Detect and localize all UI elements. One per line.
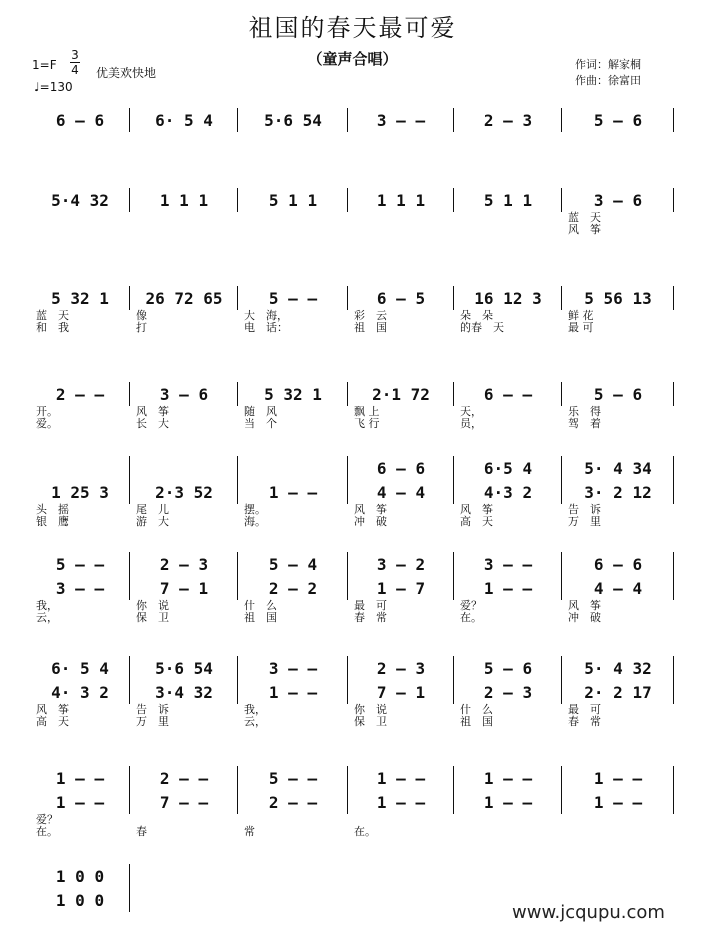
lyric-segment: 当 个 xyxy=(244,417,277,430)
measure: 1 1 1 xyxy=(376,190,426,210)
measure: 6 – 6 xyxy=(55,110,105,130)
bar-line xyxy=(673,108,674,132)
bar-line xyxy=(237,286,238,310)
bar-line xyxy=(561,552,562,576)
bar-line xyxy=(129,480,130,504)
lyric-segment: 飞 行 xyxy=(354,417,380,430)
bar-line xyxy=(561,656,562,680)
lyric-segment: 飘 上 xyxy=(354,405,380,418)
measure: 5 – 4 xyxy=(268,554,318,574)
measure: 2· 2 17 xyxy=(584,682,652,702)
lyric-segment: 告 诉 xyxy=(568,503,601,516)
bar-line xyxy=(347,656,348,680)
measure: 1 – – xyxy=(483,768,533,788)
lyric-line xyxy=(30,814,674,826)
lyric-segment: 打 xyxy=(136,321,147,334)
measure: 3 – – xyxy=(376,110,426,130)
song-title: 祖国的春天最可爱 xyxy=(248,14,457,42)
bar-line xyxy=(561,790,562,814)
bar-line xyxy=(561,382,562,406)
measure: 5 – – xyxy=(268,768,318,788)
staff-line xyxy=(30,790,674,814)
staff-line xyxy=(30,864,674,888)
lyric-segment: 鲜 花 xyxy=(568,309,594,322)
score-system xyxy=(30,382,674,430)
bar-line xyxy=(561,680,562,704)
lyric-segment: 祖 国 xyxy=(460,715,493,728)
measure: 2 – – xyxy=(268,792,318,812)
measure xyxy=(30,456,130,480)
bar-line xyxy=(673,552,674,576)
measure: 1 – – xyxy=(593,792,643,812)
site-watermark: www.jcqupu.com xyxy=(512,902,665,923)
bar-line xyxy=(129,286,130,310)
measure: 2 – 3 xyxy=(376,658,426,678)
measure xyxy=(130,456,238,480)
measure: 1 – – xyxy=(55,792,105,812)
bpm-marking xyxy=(34,80,73,94)
bar-line xyxy=(561,576,562,600)
lyric-segment: 大 海， xyxy=(244,309,288,322)
measure: 2·3 52 xyxy=(155,482,213,502)
lyric-segment: 冲 破 xyxy=(354,515,387,528)
measure: 1 – – xyxy=(268,482,318,502)
lyric-line xyxy=(30,322,674,334)
bar-line xyxy=(673,382,674,406)
lyric-segment: 蓝 天 xyxy=(568,211,601,224)
lyric-segment: 祖 国 xyxy=(244,611,277,624)
measure: 5 1 1 xyxy=(268,190,318,210)
measure: 2·1 72 xyxy=(372,384,430,404)
measure: 5· 4 34 xyxy=(584,458,652,478)
measure: 1 – – xyxy=(376,768,426,788)
bar-line xyxy=(673,766,674,790)
measure: 5·4 32 xyxy=(51,190,109,210)
score-system xyxy=(30,552,674,624)
measure: 5 32 1 xyxy=(264,384,322,404)
measure: 5 – 6 xyxy=(593,110,643,130)
bar-line xyxy=(129,790,130,814)
bar-line xyxy=(129,888,130,912)
composer-credit: 作曲：徐富田 xyxy=(575,74,641,87)
measure: 1 1 1 xyxy=(159,190,209,210)
score-system xyxy=(30,456,674,528)
bar-line xyxy=(561,766,562,790)
staff-line xyxy=(30,456,674,480)
measure: 5 – 6 xyxy=(593,384,643,404)
lyric-segment: 云， xyxy=(244,715,266,728)
measure: 16 12 3 xyxy=(474,288,542,308)
bar-line xyxy=(453,576,454,600)
measure: 1 – – xyxy=(376,792,426,812)
measure: 5 – – xyxy=(55,554,105,574)
bar-line xyxy=(453,108,454,132)
lyric-segment: 朵 朵 xyxy=(460,309,493,322)
lyric-segment: 电 话： xyxy=(244,321,288,334)
measure: 6·5 4 xyxy=(483,458,533,478)
lyric-segment: 像 xyxy=(136,309,147,322)
measure: 1 0 0 xyxy=(55,866,105,886)
bar-line xyxy=(453,790,454,814)
lyric-segment: 爱。 xyxy=(36,417,58,430)
measure: 1 0 0 xyxy=(55,890,105,910)
bar-line xyxy=(129,382,130,406)
measure: 6 – 5 xyxy=(376,288,426,308)
lyric-segment: 什 么 xyxy=(460,703,493,716)
bar-line xyxy=(347,108,348,132)
measure: 7 – 1 xyxy=(376,682,426,702)
staff-line xyxy=(30,680,674,704)
bar-line xyxy=(453,680,454,704)
measure: 3 – 6 xyxy=(159,384,209,404)
bar-line xyxy=(129,456,130,480)
lyric-segment: 万 里 xyxy=(568,515,601,528)
measure: 2 – 3 xyxy=(159,554,209,574)
lyric-segment: 告 诉 xyxy=(136,703,169,716)
bar-line xyxy=(237,766,238,790)
lyric-segment: 最 可 xyxy=(568,321,594,334)
bar-line xyxy=(237,480,238,504)
lyric-segment: 春 常 xyxy=(354,611,387,624)
measure: 4·3 2 xyxy=(483,482,533,502)
staff-line xyxy=(30,108,674,132)
bar-line xyxy=(347,680,348,704)
lyric-segment: 海。 xyxy=(244,515,266,528)
lyric-segment: 开。 xyxy=(36,405,58,418)
bar-line xyxy=(673,656,674,680)
lyric-segment: 爱？ xyxy=(36,813,58,826)
measure: 2 – 3 xyxy=(483,682,533,702)
measure: 5 1 1 xyxy=(483,190,533,210)
bar-line xyxy=(129,576,130,600)
bar-line xyxy=(237,790,238,814)
bar-line xyxy=(237,656,238,680)
lyric-segment: 的春 天 xyxy=(460,321,504,334)
lyric-line xyxy=(30,516,674,528)
song-subtitle: （童声合唱） xyxy=(307,50,398,68)
lyric-segment: 风 筝 xyxy=(568,599,601,612)
lyric-segment: 风 筝 xyxy=(136,405,169,418)
score-system xyxy=(30,108,674,132)
measure: 5·6 54 xyxy=(264,110,322,130)
bar-line xyxy=(347,790,348,814)
bar-line xyxy=(673,456,674,480)
bar-line xyxy=(673,680,674,704)
lyric-segment: 蓝 天 xyxy=(36,309,69,322)
measure: 3 – 6 xyxy=(593,190,643,210)
measure: 4 – 4 xyxy=(376,482,426,502)
measure: 5 32 1 xyxy=(51,288,109,308)
measure: 26 72 65 xyxy=(145,288,223,308)
measure: 1 – – xyxy=(268,682,318,702)
quarter-note-icon: ♩ xyxy=(34,80,40,94)
bpm-value: =130 xyxy=(39,80,73,94)
measure: 6 – – xyxy=(483,384,533,404)
staff-line xyxy=(30,286,674,310)
score-system xyxy=(30,656,674,728)
measure: 5· 4 32 xyxy=(584,658,652,678)
meter-bottom: 4 xyxy=(71,63,79,77)
measure: 3·4 32 xyxy=(155,682,213,702)
staff-line xyxy=(30,188,674,212)
bar-line xyxy=(237,108,238,132)
lyric-segment: 常 xyxy=(244,825,255,838)
bar-line xyxy=(347,552,348,576)
measure: 5 – 6 xyxy=(483,658,533,678)
bar-line xyxy=(453,656,454,680)
lyric-segment: 高 天 xyxy=(36,715,69,728)
lyric-segment: 爱？ xyxy=(460,599,482,612)
bar-line xyxy=(347,456,348,480)
lyric-line xyxy=(30,418,674,430)
bar-line xyxy=(561,108,562,132)
measure: 7 – 1 xyxy=(159,578,209,598)
bar-line xyxy=(453,766,454,790)
measure: 3 – – xyxy=(268,658,318,678)
bar-line xyxy=(453,456,454,480)
lyric-segment: 保 卫 xyxy=(354,715,387,728)
measure: 4 – 4 xyxy=(593,578,643,598)
lyric-line xyxy=(30,612,674,624)
measure: 3 – 2 xyxy=(376,554,426,574)
lyric-segment: 在。 xyxy=(354,825,376,838)
score-system xyxy=(30,286,674,334)
bar-line xyxy=(129,188,130,212)
lyric-line xyxy=(30,826,674,838)
lyricist-credit: 作词：解家桐 xyxy=(575,58,641,71)
lyric-segment: 风 筝 xyxy=(36,703,69,716)
lyric-segment: 风 筝 xyxy=(354,503,387,516)
measure: 6 – 6 xyxy=(593,554,643,574)
measure: 1 – – xyxy=(483,578,533,598)
lyric-segment: 驾 着 xyxy=(568,417,601,430)
lyric-segment: 我， xyxy=(244,703,266,716)
lyric-segment: 乐 得 xyxy=(568,405,601,418)
bar-line xyxy=(561,286,562,310)
bar-line xyxy=(237,552,238,576)
staff-line xyxy=(30,656,674,680)
tempo-marking: 优美欢快地 xyxy=(96,66,157,80)
bar-line xyxy=(347,382,348,406)
lyric-segment: 彩 云 xyxy=(354,309,387,322)
lyric-segment: 和 我 xyxy=(36,321,69,334)
measure: 2 – 3 xyxy=(483,110,533,130)
measure: 3· 2 12 xyxy=(584,482,652,502)
lyric-segment: 云， xyxy=(36,611,58,624)
lyric-segment: 在。 xyxy=(36,825,58,838)
bar-line xyxy=(453,286,454,310)
lyric-segment: 春 常 xyxy=(568,715,601,728)
lyric-segment: 万 里 xyxy=(136,715,169,728)
lyric-segment: 天， xyxy=(460,405,482,418)
lyric-segment: 银 鹰 xyxy=(36,515,69,528)
staff-line xyxy=(30,552,674,576)
lyric-segment: 游 大 xyxy=(136,515,169,528)
bar-line xyxy=(453,552,454,576)
bar-line xyxy=(673,480,674,504)
bar-line xyxy=(237,382,238,406)
lyric-segment: 头 摇 xyxy=(36,503,69,516)
measure: 7 – – xyxy=(159,792,209,812)
lyric-segment: 风 筝 xyxy=(568,223,601,236)
bar-line xyxy=(673,790,674,814)
bar-line xyxy=(129,680,130,704)
lyric-segment: 长 大 xyxy=(136,417,169,430)
bar-line xyxy=(561,480,562,504)
bar-line xyxy=(673,576,674,600)
bar-line xyxy=(347,576,348,600)
lyric-segment: 尾 儿 xyxy=(136,503,169,516)
measure: 1 – – xyxy=(483,792,533,812)
lyric-segment: 什 么 xyxy=(244,599,277,612)
measure: 6· 5 4 xyxy=(51,658,109,678)
bar-line xyxy=(347,188,348,212)
measure: 4· 3 2 xyxy=(51,682,109,702)
lyric-line xyxy=(30,224,674,236)
bar-line xyxy=(453,480,454,504)
lyric-segment: 最 可 xyxy=(354,599,387,612)
measure: 6 – 6 xyxy=(376,458,426,478)
bar-line xyxy=(673,286,674,310)
measure: 3 – – xyxy=(55,578,105,598)
bar-line xyxy=(347,286,348,310)
lyric-segment: 祖 国 xyxy=(354,321,387,334)
bar-line xyxy=(561,188,562,212)
lyric-segment: 随 风 xyxy=(244,405,277,418)
bar-line xyxy=(237,680,238,704)
bar-line xyxy=(129,552,130,576)
key-signature: 1=F xyxy=(32,58,57,72)
time-signature xyxy=(70,48,80,77)
lyric-segment: 你 说 xyxy=(136,599,169,612)
measure: 2 – – xyxy=(159,768,209,788)
measure: 5 56 13 xyxy=(584,288,652,308)
measure: 1 25 3 xyxy=(51,482,109,502)
lyric-segment: 摆。 xyxy=(244,503,266,516)
measure: 1 – – xyxy=(593,768,643,788)
measure xyxy=(238,456,348,480)
bar-line xyxy=(561,456,562,480)
measure: 2 – 2 xyxy=(268,578,318,598)
staff-line xyxy=(30,576,674,600)
lyric-segment: 保 卫 xyxy=(136,611,169,624)
bar-line xyxy=(129,864,130,888)
lyric-segment: 春 xyxy=(136,825,147,838)
measure: 6· 5 4 xyxy=(155,110,213,130)
lyric-segment: 冲 破 xyxy=(568,611,601,624)
bar-line xyxy=(453,382,454,406)
measure: 1 – 7 xyxy=(376,578,426,598)
measure: 1 – – xyxy=(55,768,105,788)
bar-line xyxy=(129,108,130,132)
bar-line xyxy=(129,656,130,680)
bar-line xyxy=(237,576,238,600)
lyric-segment: 最 可 xyxy=(568,703,601,716)
bar-line xyxy=(347,766,348,790)
bar-line xyxy=(453,188,454,212)
measure: 3 – – xyxy=(483,554,533,574)
lyric-segment: 员， xyxy=(460,417,482,430)
lyric-segment: 高 天 xyxy=(460,515,493,528)
measure: 2 – – xyxy=(55,384,105,404)
bar-line xyxy=(129,766,130,790)
measure: 5·6 54 xyxy=(155,658,213,678)
bar-line xyxy=(673,188,674,212)
lyric-segment: 风 筝 xyxy=(460,503,493,516)
lyric-segment: 你 说 xyxy=(354,703,387,716)
bar-line xyxy=(347,480,348,504)
staff-line xyxy=(30,382,674,406)
bar-line xyxy=(237,456,238,480)
score-system xyxy=(30,766,674,838)
lyric-line xyxy=(30,716,674,728)
staff-line xyxy=(30,480,674,504)
bar-line xyxy=(237,188,238,212)
lyric-segment: 我， xyxy=(36,599,58,612)
meter-top: 3 xyxy=(71,48,79,62)
score-system xyxy=(30,188,674,236)
staff-line xyxy=(30,766,674,790)
measure: 5 – – xyxy=(268,288,318,308)
lyric-segment: 在。 xyxy=(460,611,482,624)
